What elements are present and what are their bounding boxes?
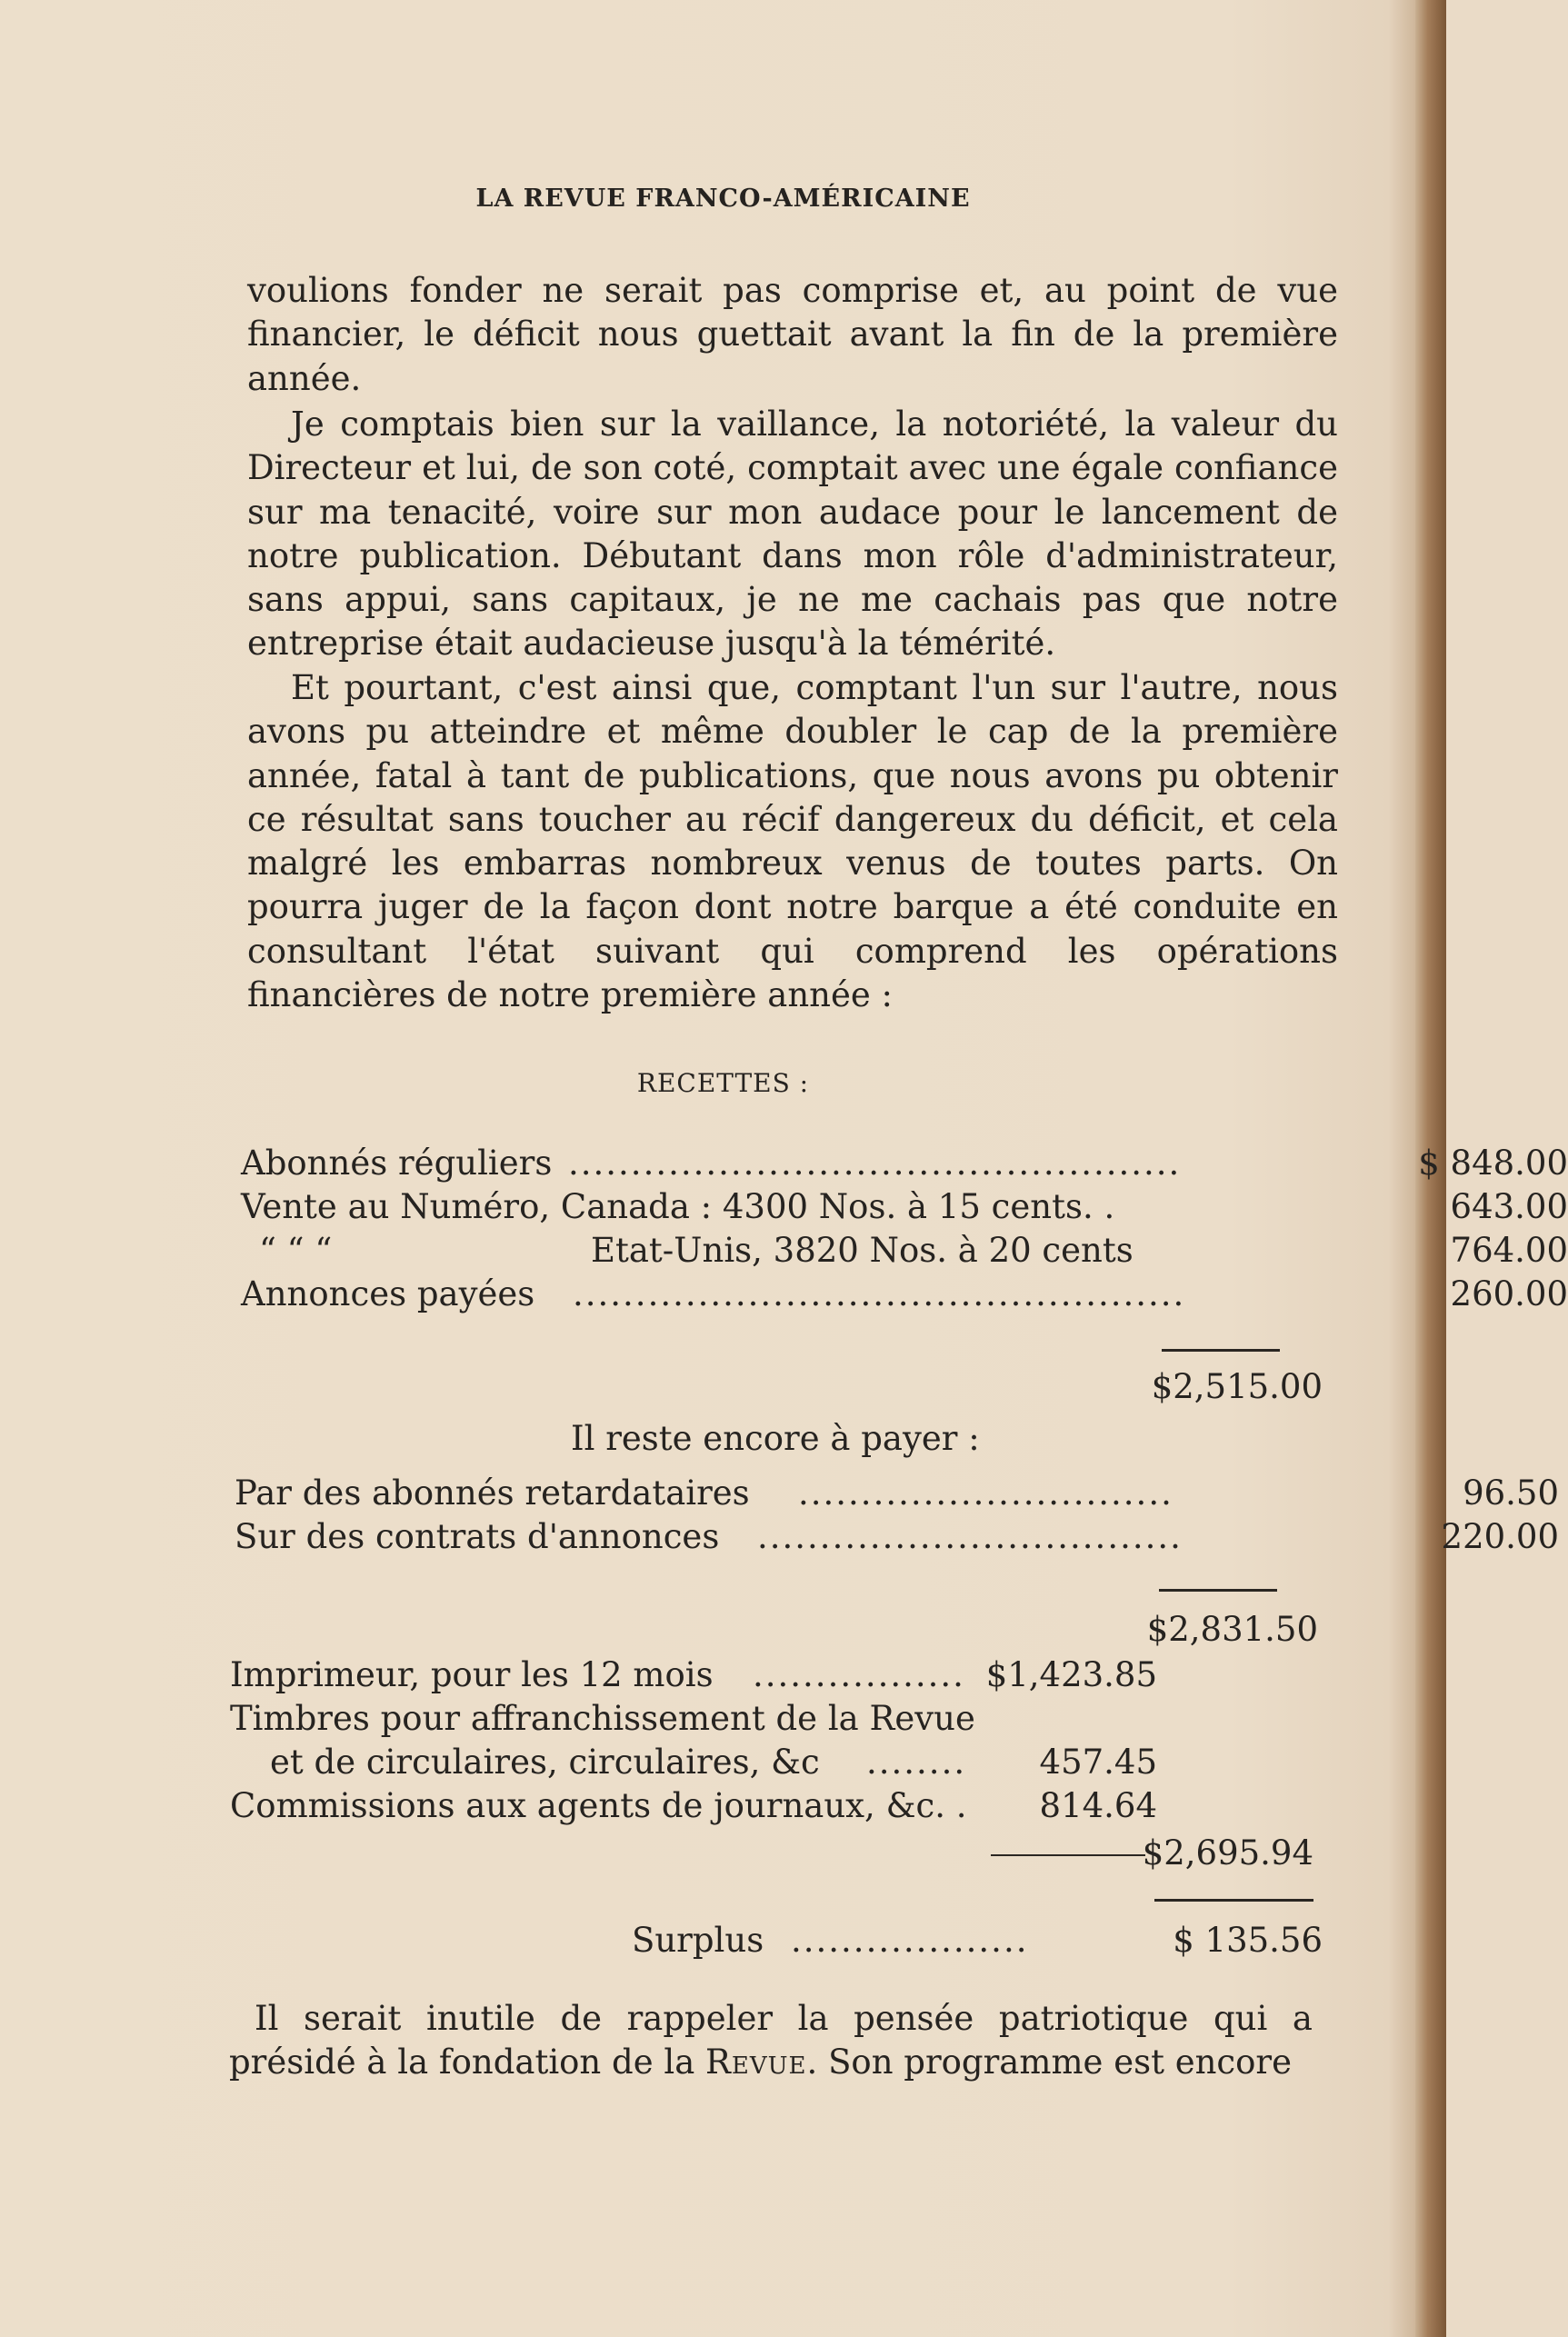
ditto-marks: “ “ “ (259, 1231, 333, 1270)
running-title: LA REVUE FRANCO-AMÉRICAINE (475, 185, 971, 213)
row-amount: $ 848.00 (1418, 1144, 1568, 1183)
reste-total: $2,831.50 (1146, 1610, 1318, 1649)
row-amount: $1,423.85 (985, 1655, 1157, 1694)
leader-dots: .................................. (757, 1517, 1183, 1556)
surplus-amount: $ 135.56 (1173, 1921, 1323, 1960)
leader-dots: ........ (866, 1743, 967, 1782)
leader-dots: ................... (791, 1921, 1029, 1960)
surplus-label: Surplus (632, 1921, 764, 1960)
row-label: Timbres pour affranchissement de la Revue (230, 1699, 975, 1738)
subtotal-rule (1162, 1349, 1280, 1352)
paragraph-4-start: Il serait inutile de rappeler la pensée patriotique qui a présidé à la fondation de la (229, 1999, 1313, 2082)
recettes-subtotal: $2,515.00 (1151, 1367, 1323, 1406)
paragraph-4-end: . Son programme est encore (806, 2042, 1293, 2082)
leader-dots: .............................. (798, 1473, 1174, 1513)
leader-dots: ................................................. (573, 1274, 1186, 1313)
row-label: Vente au Numéro, Canada : 4300 Nos. à 15 cents. . (241, 1187, 1115, 1226)
row-label: Sur des contrats d'annonces (235, 1517, 720, 1556)
recettes-title: RECETTES : (636, 1068, 810, 1098)
reste-heading: Il reste encore à payer : (571, 1419, 980, 1458)
row-label: Annonces payées (241, 1274, 535, 1313)
paragraph-2: Je comptais bien sur la vaillance, la notoriété, la valeur du Directeur et lui, de son coté, comptait avec une égale confiance sur ma tenacité, voire sur mon audace pour le lancement de notre publication. Débutant dans mon rôle d'administrateur, sans appui, sans capitaux, je ne me cachais pas que notre entreprise était audacieuse jusqu'à la témérité. (247, 404, 1338, 664)
row-amount: 96.50 (1463, 1473, 1559, 1513)
paragraph-3: Et pourtant, c'est ainsi que, comptant l'un sur l'autre, nous avons pu atteindre et même doubler le cap de la première année, fatal à tant de publications, que nous avons pu obtenir ce résultat sans toucher au récif dangereux du déficit, et cela malgré les embarras nombreux venus de toutes parts. On pourra juger de la façon dont notre barque a été conduite en consultant l'état suivant qui comprend les opérations financières de notre première année : (247, 668, 1338, 1015)
surplus-rule (1154, 1899, 1313, 1902)
row-label: Imprimeur, pour les 12 mois (230, 1655, 714, 1694)
row-amount: 643.00 (1450, 1187, 1568, 1226)
row-amount: 764.00 (1450, 1231, 1568, 1270)
row-amount: 260.00 (1450, 1274, 1568, 1313)
row-label: et de circulaires, circulaires, &c (270, 1743, 820, 1782)
row-amount: 457.45 (1039, 1743, 1157, 1782)
row-label: Commissions aux agents de journaux, &c. . (230, 1786, 967, 1825)
row-label: Etat-Unis, 3820 Nos. à 20 cents (591, 1231, 1134, 1270)
depenses-total: $2,695.94 (1142, 1833, 1313, 1873)
row-amount: 220.00 (1441, 1517, 1559, 1556)
paragraph-1: voulions fonder ne serait pas comprise et, au point de vue financier, le déficit nous guettait avant la fin de la première année. (247, 271, 1338, 398)
row-amount: 814.64 (1039, 1786, 1157, 1825)
leader-dots: ................................................. (568, 1144, 1182, 1183)
revue-smallcaps: Revue (705, 2042, 807, 2082)
leader-dots: ................. (753, 1655, 965, 1694)
row-label: Abonnés réguliers (241, 1144, 553, 1183)
paragraph-4 (229, 1997, 1313, 2085)
row-label: Par des abonnés retardataires (235, 1473, 750, 1513)
total-rule (1159, 1589, 1277, 1592)
